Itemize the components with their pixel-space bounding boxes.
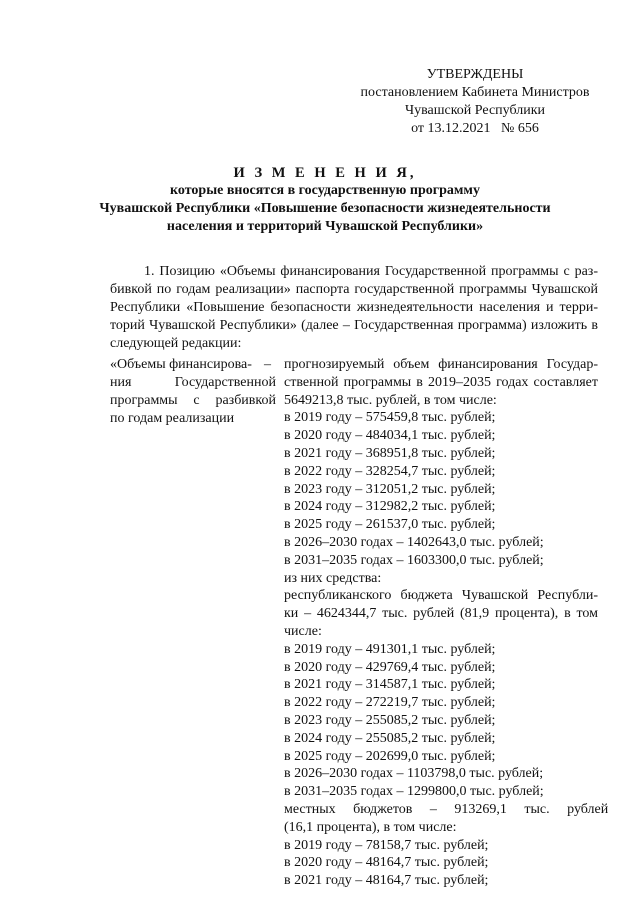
approval-by: постановлением Кабинета Министров: [360, 85, 590, 100]
paragraph-line: Республики «Повышение безопасности жизнедеятельности населения и терри-: [110, 300, 598, 315]
financing-line: в 2026–2030 годах – 1402643,0 тыс. рублей;: [284, 534, 544, 550]
approval-block: [350, 66, 600, 138]
label-line: ния Государственной: [110, 375, 276, 390]
financing-line: местных бюджетов – 913269,1 тыс. рублей: [284, 801, 609, 817]
separator-dash: –: [264, 357, 271, 372]
financing-line: в 2031–2035 годах – 1299800,0 тыс. рублей;: [284, 784, 544, 800]
financing-line: числе:: [284, 623, 322, 639]
approval-region: Чувашской Республики: [404, 103, 546, 118]
financing-line: ственной программы в 2019–2035 годах составляет: [284, 374, 598, 390]
heading-line-1: которые вносятся в государственную программу: [170, 183, 480, 198]
document-heading: [60, 164, 590, 236]
label-line: «Объемы финансирова-: [110, 357, 252, 372]
label-line: по годам реализации: [110, 411, 235, 426]
paragraph-1: [110, 263, 598, 353]
financing-line: в 2023 году – 312051,2 тыс. рублей;: [284, 481, 496, 497]
financing-line: в 2025 году – 202699,0 тыс. рублей;: [284, 748, 496, 764]
financing-line: в 2021 году – 314587,1 тыс. рублей;: [284, 677, 496, 693]
financing-line: в 2025 году – 261537,0 тыс. рублей;: [284, 517, 496, 533]
heading-line-2: Чувашской Республики «Повышение безопасности жизнедеятельности: [99, 201, 551, 216]
financing-line: прогнозируемый объем финансирования Государ-: [284, 357, 598, 372]
approval-date-number: от 13.12.2021 № 656: [411, 121, 539, 136]
financing-line: ки – 4624344,7 тыс. рублей (81,9 процента), в том: [284, 606, 598, 622]
financing-line: в 2023 году – 255085,2 тыс. рублей;: [284, 712, 496, 728]
financing-line: в 2031–2035 годах – 1603300,0 тыс. рублей;: [284, 552, 544, 568]
approval-title: УТВЕРЖДЕНЫ: [426, 67, 524, 82]
label-line: программы с разбивкой: [110, 393, 276, 408]
financing-line: в 2020 году – 48164,7 тыс. рублей;: [284, 855, 489, 871]
financing-text: [284, 356, 609, 890]
financing-line: в 2021 году – 48164,7 тыс. рублей;: [284, 873, 489, 889]
financing-line: из них средства:: [284, 570, 382, 586]
paragraph-line: следующей редакции:: [110, 336, 242, 351]
financing-line: в 2019 году – 491301,1 тыс. рублей;: [284, 641, 496, 657]
financing-line: в 2019 году – 575459,8 тыс. рублей;: [284, 410, 496, 426]
financing-line: (16,1 процента), в том числе:: [284, 819, 457, 835]
financing-line: в 2024 году – 255085,2 тыс. рублей;: [284, 730, 496, 746]
financing-line: 5649213,8 тыс. рублей, в том числе:: [284, 392, 497, 408]
financing-line: в 2022 году – 328254,7 тыс. рублей;: [284, 463, 496, 479]
financing-line: в 2020 году – 484034,1 тыс. рублей;: [284, 428, 496, 444]
financing-line: в 2020 году – 429769,4 тыс. рублей;: [284, 659, 496, 675]
position-label: [110, 356, 276, 428]
paragraph-line: бивкой по годам реализации» паспорта государственной программы Чувашской: [110, 282, 598, 297]
financing-line: в 2024 году – 312982,2 тыс. рублей;: [284, 499, 496, 515]
paragraph-line: 1. Позицию «Объемы финансирования Государственной программы с раз-: [144, 264, 598, 279]
heading-line-3: населения и территорий Чувашской Республики»: [166, 219, 484, 234]
financing-line: в 2026–2030 годах – 1103798,0 тыс. рублей;: [284, 766, 544, 782]
financing-line: в 2021 году – 368951,8 тыс. рублей;: [284, 445, 496, 461]
financing-line: республиканского бюджета Чувашской Республи-: [284, 588, 598, 604]
paragraph-line: торий Чувашской Республики» (далее – Государственная программа) изложить в: [110, 318, 598, 333]
financing-line: в 2019 году – 78158,7 тыс. рублей;: [284, 837, 489, 853]
financing-line: в 2022 году – 272219,7 тыс. рублей;: [284, 695, 496, 711]
heading-title: И З М Е Н Е Н И Я,: [233, 165, 417, 181]
